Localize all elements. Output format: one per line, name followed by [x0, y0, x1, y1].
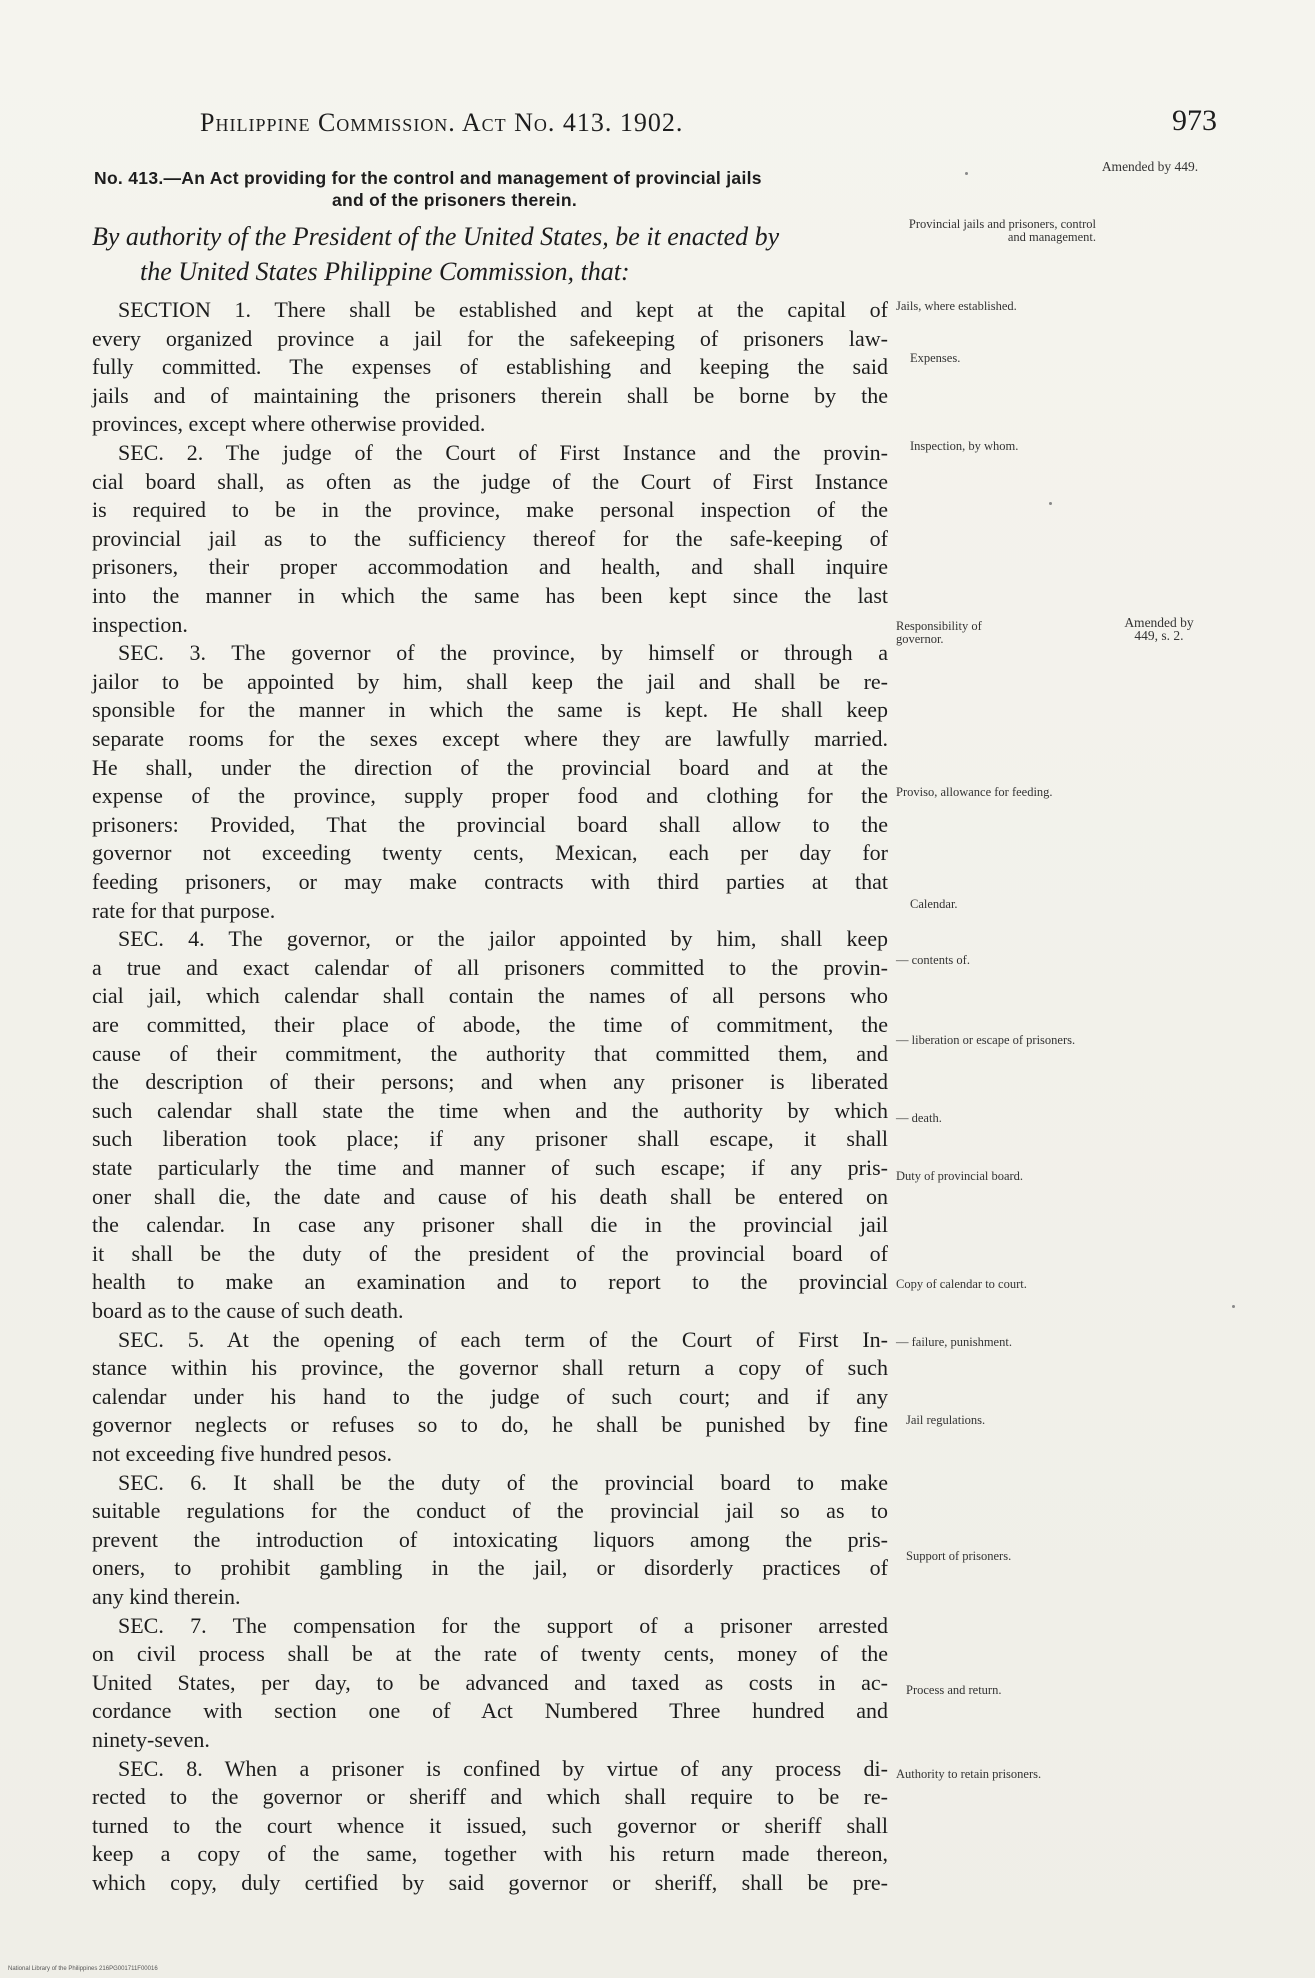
margin-note-support: Support of prisoners. — [906, 1549, 1012, 1563]
margin-note-provincial-jails: Provincial jails and prisoners, control and management. — [908, 217, 1096, 244]
body-line: ninety-seven. — [92, 1727, 210, 1752]
body-line: United States, per day, to be advanced and taxed as costs in ac- — [92, 1669, 888, 1695]
body-line: separate rooms for the sexes except where they are lawfully married. — [92, 726, 888, 751]
margin-note-proviso: Proviso, allowance for feeding. — [896, 785, 1053, 799]
body-line: state particularly the time and manner of such escape; if any pris- — [92, 1155, 888, 1180]
body-line: rate for that purpose. — [92, 897, 276, 923]
act-title-line-2: and of the prisoners therein. — [332, 190, 577, 210]
act-title-line-1: No. 413.—An Act providing for the control and management of provincial jails — [94, 168, 762, 188]
body-line: on civil process shall be at the rate of twenty cents, money of the — [92, 1641, 888, 1667]
body-line: rected to the governor or sheriff and which shall require to be re- — [92, 1784, 888, 1810]
body-line: SEC. 4. The governor, or the jailor appointed by him, shall keep — [118, 926, 888, 952]
margin-note-jail-regulations: Jail regulations. — [906, 1413, 986, 1427]
body-line: feeding prisoners, or may make contracts with third parties at that — [92, 869, 888, 894]
body-line: cial jail, which calendar shall contain the names of all persons who — [92, 983, 888, 1009]
body-line: which copy, duly certified by said governor or sheriff, shall be pre- — [92, 1870, 888, 1895]
margin-note-duty-board: Duty of provincial board. — [896, 1169, 1024, 1183]
body-line: health to make an examination and to report to the provincial — [92, 1269, 888, 1295]
body-line: SEC. 6. It shall be the duty of the provincial board to make — [118, 1469, 888, 1495]
body-line: expense of the province, supply proper food and clothing for the — [92, 783, 888, 809]
body-line: SEC. 8. When a prisoner is confined by virtue of any process di- — [118, 1755, 888, 1781]
margin-note-copy-calendar: Copy of calendar to court. — [896, 1277, 1027, 1291]
margin-note-process: Process and return. — [906, 1683, 1002, 1697]
body-line: not exceeding five hundred pesos. — [92, 1441, 392, 1466]
body-line: governor neglects or refuses so to do, he shall be punished by fine — [92, 1412, 888, 1438]
body-line: every organized province a jail for the safekeeping of prisoners law- — [92, 325, 888, 351]
margin-note-death: — death. — [896, 1111, 942, 1125]
enacting-clause-line-2: the United States Philippine Commission, that: — [140, 257, 630, 286]
body-line: cause of their commitment, the authority that committed them, and — [92, 1040, 888, 1066]
body-line: keep a copy of the same, together with his return made thereon, — [92, 1841, 888, 1867]
page-number: 973 — [1172, 104, 1217, 137]
body-line: calendar under his hand to the judge of such court; and if any — [92, 1383, 888, 1409]
body-line: it shall be the duty of the president of the provincial board of — [92, 1240, 888, 1266]
body-line: SEC. 7. The compensation for the support of a prisoner arrested — [118, 1612, 888, 1638]
body-line: prevent the introduction of intoxicating liquors among the pris- — [92, 1526, 888, 1552]
body-line: such liberation took place; if any prisoner shall escape, it shall — [92, 1126, 888, 1152]
margin-note-contents: — contents of. — [896, 953, 970, 967]
margin-note-amended-s2: Amended by 449, s. 2. — [1124, 615, 1194, 643]
scan-speck — [965, 172, 968, 175]
body-line: are committed, their place of abode, the time of commitment, the — [92, 1012, 888, 1037]
body-line: cial board shall, as often as the judge of the Court of First Instance — [92, 468, 888, 494]
body-line: inspection. — [92, 611, 188, 637]
body-line: He shall, under the direction of the provincial board and at the — [92, 754, 888, 780]
margin-note-calendar: Calendar. — [910, 897, 958, 911]
margin-note-failure: — failure, punishment. — [896, 1335, 1012, 1349]
scan-speck — [1049, 502, 1052, 505]
body-line: provinces, except where otherwise provided. — [92, 411, 486, 437]
margin-note-expenses: Expenses. — [910, 351, 961, 365]
enacting-clause-line-1: By authority of the President of the United States, be it enacted by — [92, 222, 780, 251]
body-line: cordance with section one of Act Numbered Three hundred and — [92, 1698, 888, 1724]
body-line: provincial jail as to the sufficiency thereof for the safe-keeping of — [92, 525, 888, 551]
margin-note-inspection: Inspection, by whom. — [910, 439, 1019, 453]
body-line: is required to be in the province, make personal inspection of the — [92, 497, 888, 523]
running-header: Philippine Commission. Act No. 413. 1902. — [200, 108, 684, 137]
body-line: SEC. 2. The judge of the Court of First Instance and the provin- — [118, 440, 888, 465]
body-line: a true and exact calendar of all prisoners committed to the provin- — [92, 954, 888, 980]
body-line: board as to the cause of such death. — [92, 1298, 404, 1323]
body-line: the description of their persons; and when any prisoner is liberated — [92, 1069, 888, 1095]
body-line: fully committed. The expenses of establishing and keeping the said — [92, 354, 888, 380]
body-line: into the manner in which the same has been kept since the last — [92, 583, 888, 608]
body-line: SECTION 1. There shall be established and kept at the capital of — [118, 297, 888, 322]
body-line: jailor to be appointed by him, shall keep the jail and shall be re- — [92, 668, 888, 694]
margin-note-amended: Amended by 449. — [1101, 159, 1199, 174]
margin-note-authority: Authority to retain prisoners. — [896, 1767, 1042, 1781]
body-line: prisoners: Provided, That the provincial board shall allow to the — [92, 811, 888, 837]
body-line: oner shall die, the date and cause of his death shall be entered on — [92, 1183, 888, 1209]
margin-note-responsibility: Responsibility of governor. — [896, 619, 982, 646]
body-line: turned to the court whence it issued, such governor or sheriff shall — [92, 1812, 888, 1838]
margin-note-jails-where: Jails, where established. — [896, 299, 1017, 313]
body-line: oners, to prohibit gambling in the jail, or disorderly practices of — [92, 1555, 888, 1581]
margin-note-liberation: — liberation or escape of prisoners. — [896, 1033, 1076, 1047]
body-line: any kind therein. — [92, 1584, 241, 1609]
body-line: SEC. 3. The governor of the province, by himself or through a — [118, 640, 888, 666]
body-line: SEC. 5. At the opening of each term of the Court of First In- — [118, 1326, 888, 1352]
body-line: such calendar shall state the time when and the authority by which — [92, 1097, 888, 1123]
body-line: prisoners, their proper accommodation and health, and shall inquire — [92, 554, 888, 580]
body-line: jails and of maintaining the prisoners therein shall be borne by the — [92, 382, 888, 408]
body-line: sponsible for the manner in which the same is kept. He shall keep — [92, 697, 888, 723]
body-line: stance within his province, the governor shall return a copy of such — [92, 1355, 888, 1381]
scan-footer: National Library of the Philippines 216PG001711F00016 — [8, 1966, 158, 1972]
body-line: the calendar. In case any prisoner shall die in the provincial jail — [92, 1212, 888, 1238]
body-line: suitable regulations for the conduct of the provincial jail so as to — [92, 1498, 888, 1524]
scan-speck — [1232, 1305, 1235, 1308]
body-line: governor not exceeding twenty cents, Mexican, each per day for — [92, 840, 888, 866]
